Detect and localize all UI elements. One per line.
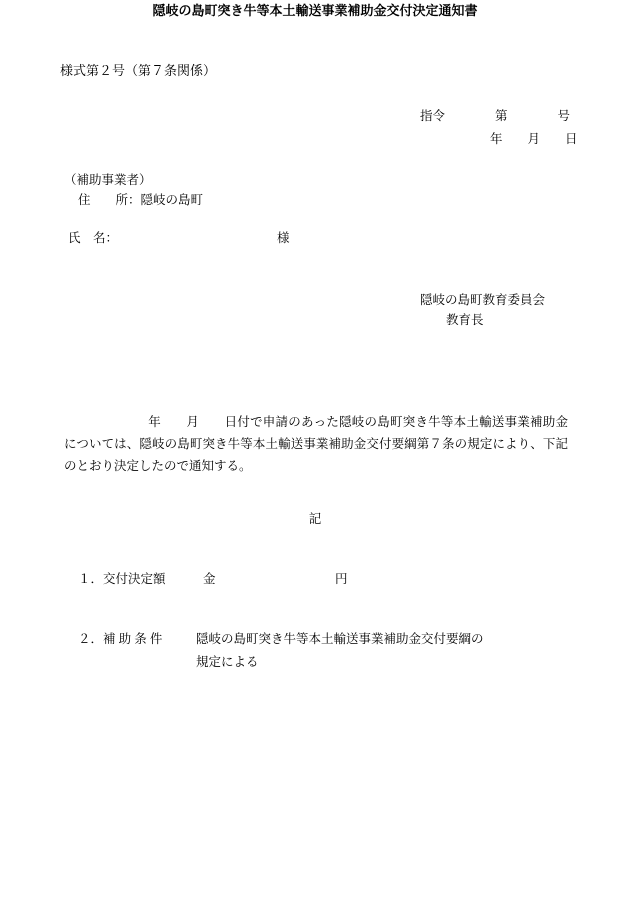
item-2-value-line2: 規定による (196, 655, 259, 669)
date-line: 年 月 日 (490, 132, 578, 146)
item-1-currency-prefix: 金 (203, 572, 216, 586)
address-line: 住 所：隠岐の島町 (78, 193, 204, 207)
item-1-label: １．交付決定額 (78, 572, 166, 586)
name-honorific: 様 (277, 231, 290, 245)
form-number: 様式第２号（第７条関係） (60, 63, 217, 78)
item-1-currency-suffix: 円 (335, 572, 348, 586)
item-2-label: ２．補 助 条 件 (78, 632, 163, 646)
body-text: 年 月 日付で申請のあった隠岐の島町突き牛等本土輸送事業補助金については、隠岐の島町突き牛等本土輸送事業補助金交付要綱第７条の規定により、下記のとおり決定したので通知する。 (64, 415, 568, 473)
page-title: 隠岐の島町突き牛等本土輸送事業補助金交付決定通知書 (152, 3, 478, 18)
recipient-label: （補助事業者） (64, 173, 152, 187)
order-number-line: 指令 第 号 (420, 109, 571, 123)
body-paragraph (64, 412, 568, 478)
issuer-title: 教育長 (446, 313, 484, 327)
issuer-organization: 隠岐の島町教育委員会 (420, 293, 546, 307)
name-line: 氏 名： (68, 231, 119, 245)
ki-mark: 記 (308, 512, 322, 526)
item-2-value-line1: 隠岐の島町突き牛等本土輸送事業補助金交付要綱の (196, 632, 484, 646)
